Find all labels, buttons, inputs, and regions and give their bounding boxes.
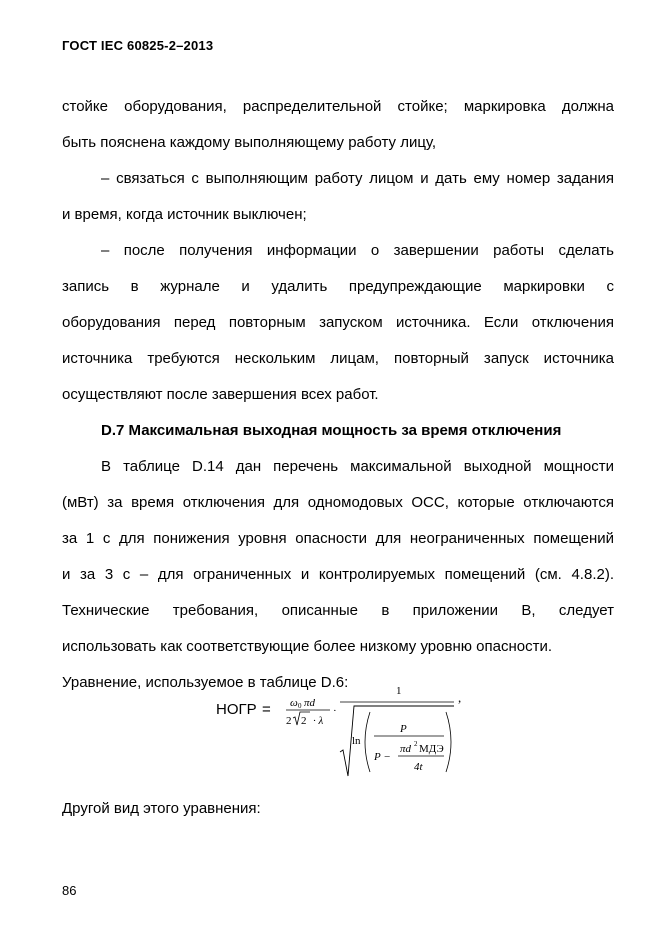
paragraph-line: за 1 с для понижения уровня опасности для неограниченных помещений [62,530,614,547]
paragraph-line: В таблице D.14 дан перечень максимальной выходной мощности [101,458,614,475]
other-form-label: Другой вид этого уравнения: [62,800,261,817]
paragraph-line: и время, когда источник выключен; [62,206,307,223]
formula-right-paren [446,712,451,772]
formula-comma: , [458,690,462,705]
paragraph-line: источника требуются нескольким лицам, повторный запуск источника [62,350,614,367]
paragraph-line: осуществляют после завершения всех работ. [62,386,379,403]
formula-mde-den: 4t [414,761,423,773]
paragraph-line: Технические требования, описанные в приложении B, следует [62,602,614,619]
formula-lambda: · λ [313,715,324,727]
formula-equals: = [262,701,271,718]
paragraph-line: быть пояснена каждому выполняющему работу лицу, [62,134,437,151]
formula-inner-num: P [400,723,407,735]
formula-mde-exp: 2 [414,740,418,748]
page-number: 86 [62,883,77,898]
formula-omega: ω [290,697,298,709]
equation-intro: Уравнение, используемое в таблице D.6: [62,674,349,691]
formula-mde-label: МДЭ [419,743,444,755]
paragraph-line: – после получения информации о завершении работы сделать [101,242,614,259]
paragraph-line: – связаться с выполняющим работу лицом и дать ему номер задания [101,170,614,187]
formula-den-sqrt-arg: 2 [301,715,307,727]
paragraph-line: запись в журнале и удалить предупреждающие маркировки с [62,278,614,295]
formula-lhs: НОГР [216,701,257,718]
formula-den-two: 2 [286,715,292,727]
paragraph-line: (мВт) за время отключения для одномодовых ОСС, которые отключаются [62,494,614,511]
formula-mde-num: πd [400,743,412,755]
formula-ln: ln [352,735,361,747]
formula-second-num: 1 [396,685,402,697]
formula-omega-sub: 0 [298,702,302,710]
paragraph-line: оборудования перед повторным запуском источника. Если отключения [62,314,614,331]
formula-left-paren [365,712,370,772]
document-header: ГОСТ IEC 60825-2–2013 [62,38,214,53]
formula-pi-d: πd [304,697,316,709]
paragraph-line: использовать как соответствующие более низкому уровню опасности. [62,638,552,655]
section-heading: D.7 Максимальная выходная мощность за время отключения [101,422,562,439]
paragraph-line: и за 3 с – для ограниченных и контролируемых помещений (см. 4.8.2). [62,566,614,583]
formula-dot: · [333,705,337,717]
formula-inner-den-p: P − [374,751,391,763]
paragraph-line: стойке оборудования, распределительной стойке; маркировка должна [62,98,614,115]
formula [200,672,480,782]
